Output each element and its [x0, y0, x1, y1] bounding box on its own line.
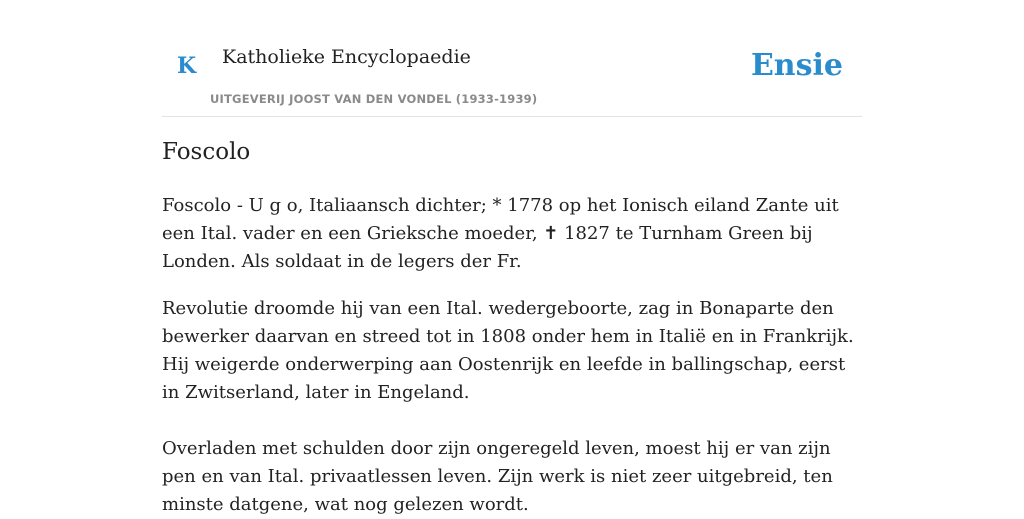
publisher-subtitle: UITGEVERIJ JOOST VAN DEN VONDEL (1933-1939): [210, 92, 538, 106]
ensie-logo-link[interactable]: Ensie: [750, 48, 843, 83]
site-title-link[interactable]: Katholieke Encyclopaedie: [222, 46, 471, 68]
article-paragraph-3: Overladen met schulden door zijn ongeregeld leven, moest hij er van zijn pen en van Ital. privaatlessen leven. Zijn werk is niet zeer uitgebreid, ten minste datgene, wat nog gelezen wordt.: [162, 438, 833, 515]
site-header: [162, 0, 862, 117]
article-paragraph-2: Revolutie droomde hij van een Ital. wedergeboorte, zag in Bonaparte den bewerker daarvan en streed tot in 1808 onder hem in Italië en in Frankrijk. Hij weigerde onderwerping aan Oostenrijk en leefde in ballingschap, eerst in Zwitserland, later in Engeland.: [162, 298, 854, 403]
encyclopedia-logo-icon[interactable]: K: [177, 53, 197, 79]
article-title: Foscolo: [162, 139, 251, 165]
page: [162, 0, 862, 515]
article-paragraph-1: Foscolo - U g o, Italiaansch dichter; * 1778 op het Ionisch eiland Zante uit een Ital. vader en een Grieksche moeder, ✝ 1827 te Turnham Green bij Londen. Als soldaat in de legers der Fr.: [162, 195, 839, 272]
